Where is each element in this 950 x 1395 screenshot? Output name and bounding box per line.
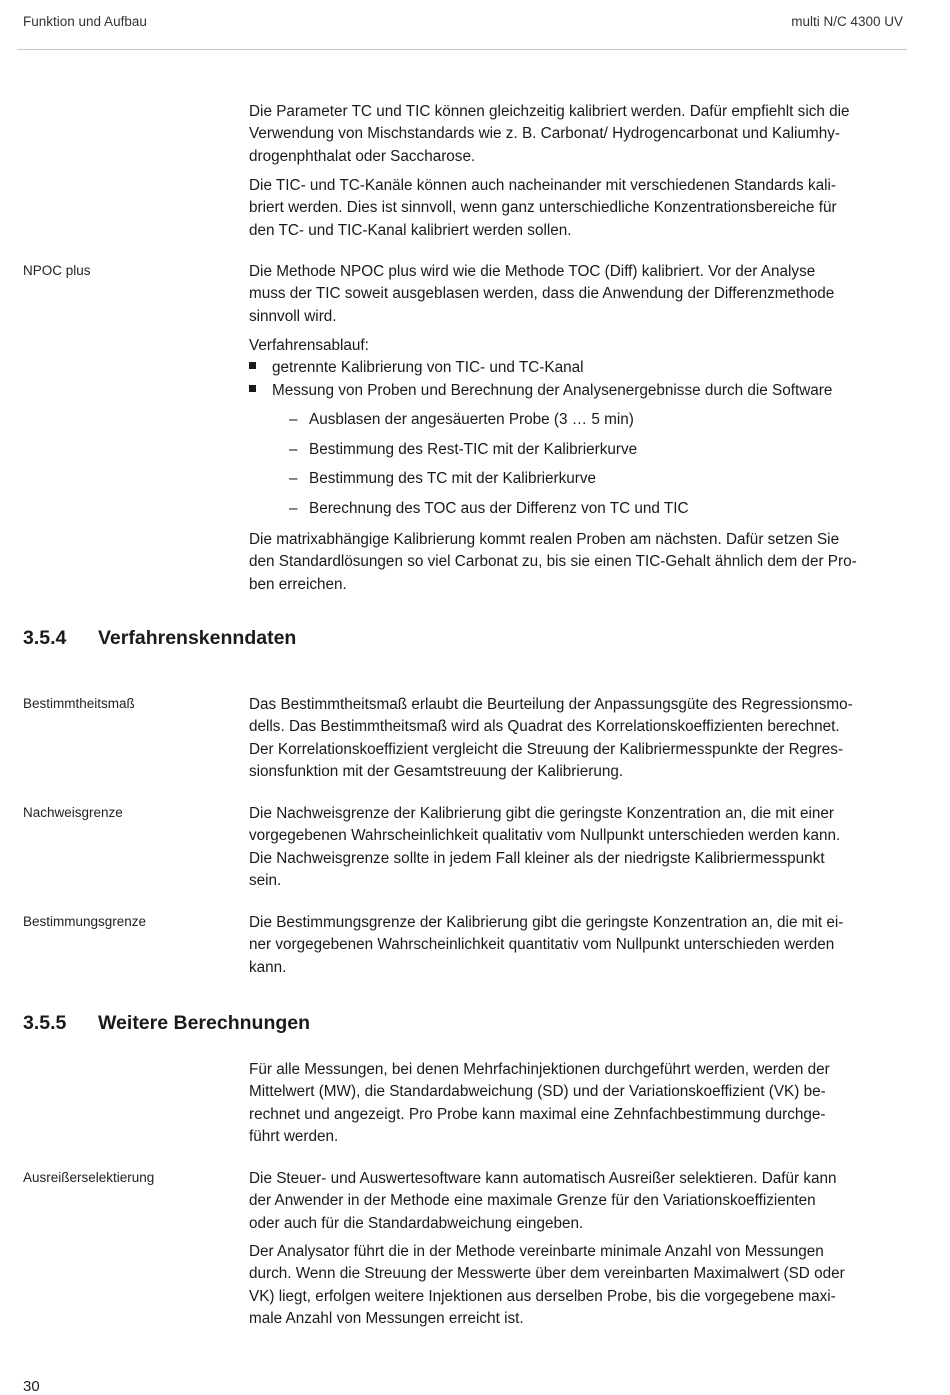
procedure-label: Verfahrensablauf: <box>249 337 369 354</box>
intro-paragraph-2: Die TIC- und TC-Kanäle können auch nacheinander mit verschiedenen Standards kali- briert werden. Dies ist sinnvoll, wenn ganz unterschiedliche Konzentrationsbereiche für den TC- und TIC-Kanal kalibriert werden sollen. <box>249 177 837 239</box>
section-heading-3-5-4 <box>23 627 296 650</box>
running-header-right: multi N/C 4300 UV <box>791 14 903 29</box>
side-label-nachweisgrenze: Nachweisgrenze <box>23 805 123 820</box>
page-number: 30 <box>23 1378 40 1395</box>
bestimmtheitsmass-paragraph: Das Bestimmtheitsmaß erlaubt die Beurteilung der Anpassungsgüte des Regressionsmo- dells. Das Bestimmtheitsmaß wird als Quadrat des Korrelationskoeffizienten berechnet. Der Korrelationskoeffizient vergleicht die Streuung der Kalibriermesspunkte der Regres- sionsfunktion mit der Gesamtstreuung der Kalibrierung. <box>249 696 853 781</box>
sub-list-item: – Berechnung des TOC aus der Differenz von TC und TIC <box>289 498 689 520</box>
section-number: 3.5.4 <box>23 627 67 649</box>
ausreisser-paragraph-2: Der Analysator führt die in der Methode vereinbarte minimale Anzahl von Messungen durch. Wenn die Streuung der Messwerte über dem vereinbarten Maximalwert (SD oder VK) liegt, erfolgen weitere Injektionen aus derselben Probe, bis die vorgegebene maxi- male Anzahl von Messungen erreicht ist. <box>249 1243 845 1328</box>
section-heading-3-5-5 <box>23 1012 310 1035</box>
section-title: Weitere Berechnungen <box>98 1012 311 1034</box>
dash-marker: – <box>289 441 298 458</box>
weitere-berechnungen-paragraph: Für alle Messungen, bei denen Mehrfachinjektionen durchgeführt werden, werden der Mittelwert (MW), die Standardabweichung (SD) und der Variationskoeffizient (VK) be- rechnet und angezeigt. Pro Probe kann maximal eine Zehnfachbestimmung durchge- führt werden. <box>249 1061 830 1146</box>
side-label-bestimmtheitsmass: Bestimmtheitsmaß <box>23 696 135 711</box>
dash-marker: – <box>289 470 298 487</box>
square-bullet-icon <box>249 362 256 369</box>
bullet-item: getrennte Kalibrierung von TIC- und TC-Kanal <box>249 357 584 379</box>
sub-list-item: – Bestimmung des Rest-TIC mit der Kalibrierkurve <box>289 439 637 461</box>
sub-list-item: – Ausblasen der angesäuerten Probe (3 … 5 min) <box>289 409 634 431</box>
intro-paragraph-1: Die Parameter TC und TIC können gleichzeitig kalibriert werden. Dafür empfiehlt sich die Verwendung von Mischstandards wie z. B. Carbonat/ Hydrogencarbonat und Kaliumhy- drogenphthalat oder Saccharose. <box>249 103 850 165</box>
section-number: 3.5.5 <box>23 1012 67 1034</box>
dash-marker: – <box>289 411 298 428</box>
side-label-npoc-plus: NPOC plus <box>23 263 91 278</box>
nachweisgrenze-paragraph: Die Nachweisgrenze der Kalibrierung gibt die geringste Konzentration an, die mit einer vorgegebenen Wahrscheinlichkeit qualitativ vom Nullpunkt unterschieden werden kann. Die Nachweisgrenze sollte in jedem Fall kleiner als der niedrigste Kalibriermesspunkt sein. <box>249 805 841 890</box>
running-header-left: Funktion und Aufbau <box>23 14 147 29</box>
sub-list-item: – Bestimmung des TC mit der Kalibrierkurve <box>289 468 596 490</box>
header-rule <box>17 49 907 50</box>
bestimmungsgrenze-paragraph: Die Bestimmungsgrenze der Kalibrierung gibt die geringste Konzentration an, die mit ei- ner vorgegebenen Wahrscheinlichkeit quantitativ vom Nullpunkt unterschieden werden kann. <box>249 914 844 976</box>
side-label-bestimmungsgrenze: Bestimmungsgrenze <box>23 914 147 929</box>
npoc-paragraph-1: Die Methode NPOC plus wird wie die Methode TOC (Diff) kalibriert. Vor der Analyse muss der TIC soweit ausgeblasen werden, dass die Anwendung der Differenzmethode sinnvoll wird. <box>249 263 835 325</box>
bullet-item: Messung von Proben und Berechnung der Analysenergebnisse durch die Software <box>249 380 832 402</box>
npoc-paragraph-2: Die matrixabhängige Kalibrierung kommt realen Proben am nächsten. Dafür setzen Sie den Standardlösungen so viel Carbonat zu, bis sie einen TIC-Gehalt ähnlich dem der Pro- ben erreichen. <box>249 531 857 593</box>
square-bullet-icon <box>249 385 256 392</box>
side-label-ausreisserselektierung: Ausreißerselektierung <box>23 1170 155 1185</box>
ausreisser-paragraph-1: Die Steuer- und Auswertesoftware kann automatisch Ausreißer selektieren. Dafür kann der Anwender in der Methode eine maximale Grenze für den Variationskoeffizienten oder auch für die Standardabweichung eingeben. <box>249 1170 837 1232</box>
dash-marker: – <box>289 500 298 517</box>
section-title: Verfahrenskenndaten <box>98 627 297 649</box>
